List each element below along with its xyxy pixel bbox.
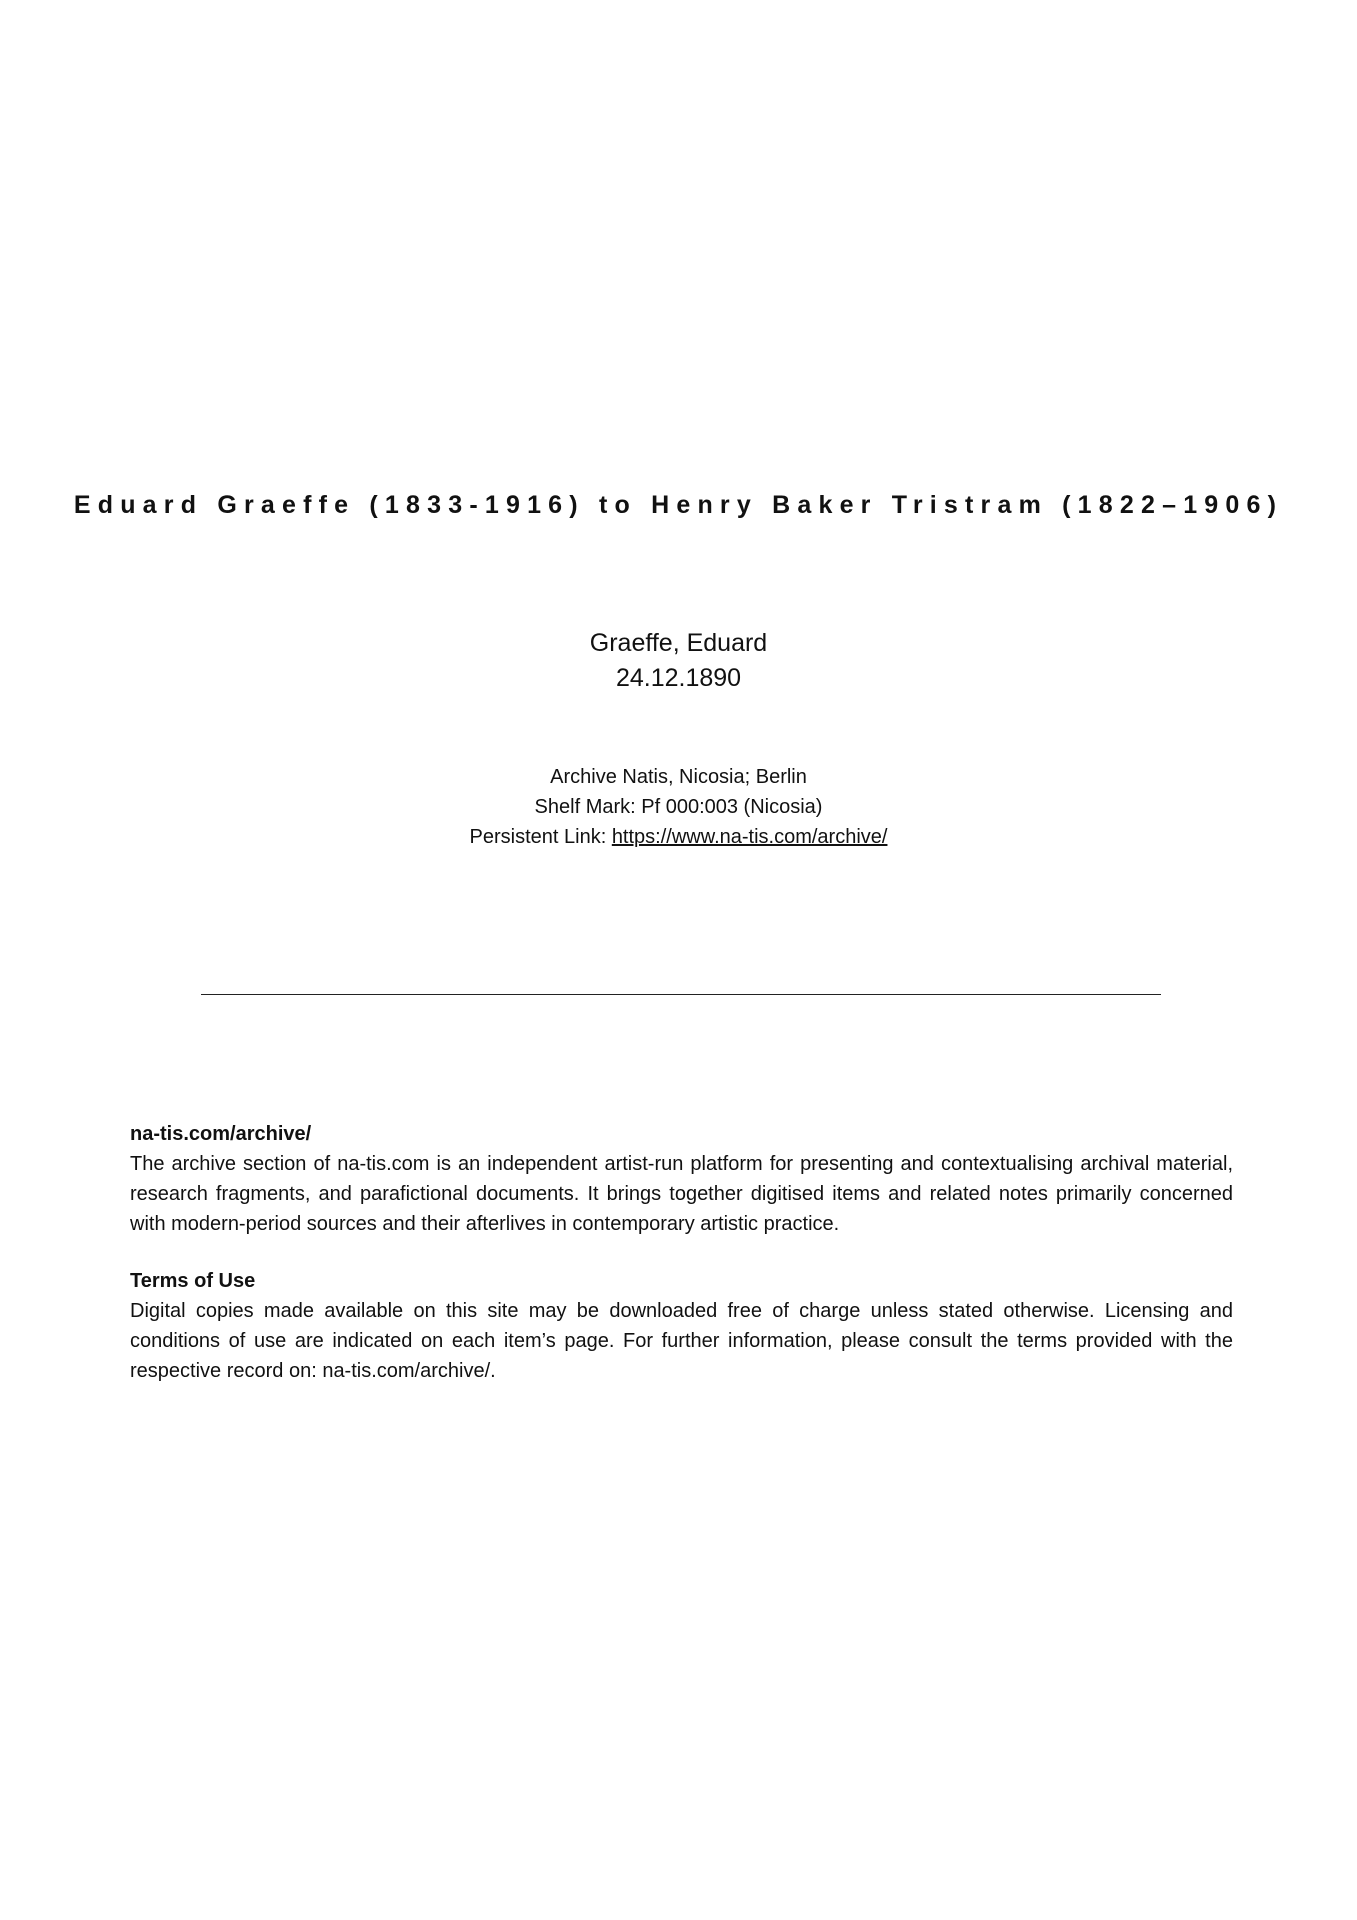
persistent-link[interactable]: https://www.na-tis.com/archive/ [611, 826, 888, 848]
letter-date: 24.12.1890 [615, 664, 742, 692]
about-text: The archive section of na-tis.com is an independent artist-run platform for presenting and contextualising archival material, research fragments, and parafictional documents. It brings together digitised items and related notes primarily concerned with modern-period sources and their afterlives in contemporary artistic practice. [130, 1153, 1233, 1235]
archive-info [0, 762, 1357, 852]
about-section [130, 1119, 1233, 1239]
persistent-link-label: Persistent Link: [469, 826, 612, 848]
divider-line [201, 994, 1161, 995]
persistent-link-line [0, 822, 1357, 852]
author-name: Graeffe, Eduard [589, 629, 768, 657]
document-title: Eduard Graeffe (1833-1916) to Henry Baker Tristram (1822–1906) [73, 491, 1284, 519]
author-block [0, 626, 1357, 696]
terms-section [130, 1266, 1233, 1386]
terms-heading: Terms of Use [130, 1270, 256, 1292]
shelf-mark: Shelf Mark: Pf 000:003 (Nicosia) [534, 796, 823, 818]
archive-location: Archive Natis, Nicosia; Berlin [550, 766, 807, 788]
about-heading: na-tis.com/archive/ [130, 1123, 312, 1145]
terms-text: Digital copies made available on this site may be downloaded free of charge unless stated otherwise. Licensing and conditions of use are indicated on each item’s page. For further information, please consult the terms provided with the respective record on: na-tis.com/archive/. [130, 1300, 1233, 1382]
